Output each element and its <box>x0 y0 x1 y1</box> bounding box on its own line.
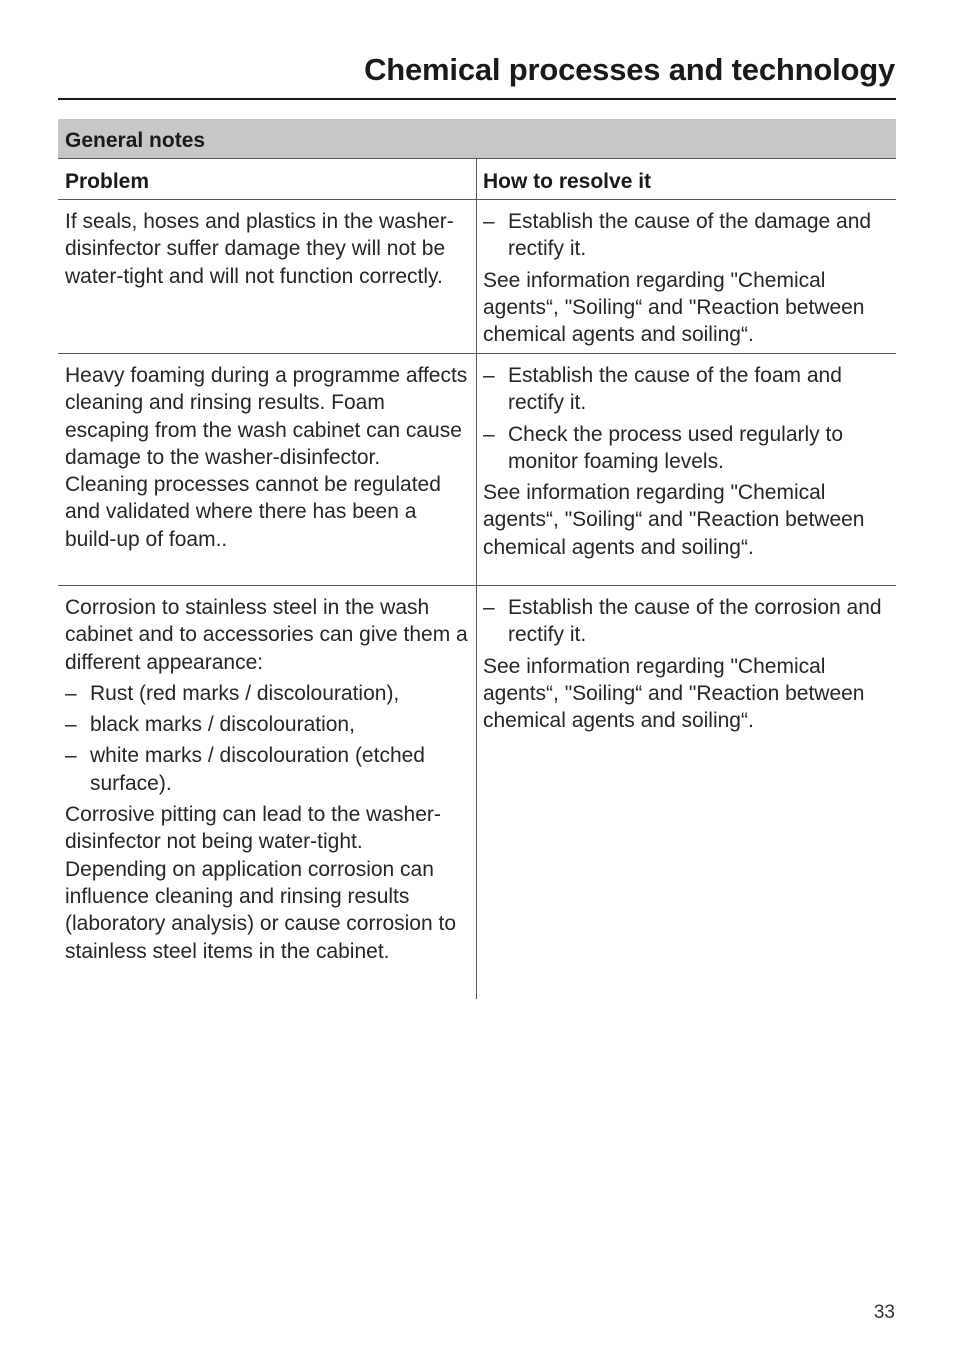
page-title: Chemical processes and technology <box>364 52 895 87</box>
problem-cell <box>58 200 477 353</box>
dash-bullet: – <box>483 596 495 619</box>
table-row <box>58 354 896 586</box>
resolve-cell <box>477 354 896 585</box>
list-item <box>483 594 892 649</box>
problem-text: If seals, hoses and plastics in the washer-disinfector suffer damage they will not be water-tight and will not function correctly. <box>65 210 454 288</box>
resolve-cell <box>477 586 896 999</box>
column-header-problem: Problem <box>58 159 477 199</box>
title-divider <box>58 98 896 100</box>
resolve-step: Establish the cause of the damage and rectify it. <box>508 210 872 261</box>
dash-bullet: – <box>483 422 495 446</box>
problem-symptom: white marks / discolouration (etched surface). <box>90 744 425 795</box>
problem-symptom: black marks / discolouration, <box>90 713 355 737</box>
resolve-step: Establish the cause of the corrosion and rectify it. <box>508 596 882 647</box>
problem-text: Heavy foaming during a programme affects cleaning and rinsing results. Foam escaping from the wash cabinet can cause damage to the washer-disinfector. <box>65 364 468 469</box>
list-item <box>65 711 470 738</box>
problem-cell <box>58 354 477 585</box>
table-header-row <box>58 159 896 200</box>
problem-cell <box>58 586 477 999</box>
page-number: 33 <box>873 1302 895 1323</box>
problem-text-extra: Cleaning processes cannot be regulated and validated where there has been a build-up of foam.. <box>65 473 441 551</box>
dash-bullet: – <box>65 713 77 737</box>
table-row <box>58 200 896 354</box>
problem-text-extra: Corrosive pitting can lead to the washer-disinfector not being water-tight. Depending on application corrosion can influence cleaning and rinsing results (laboratory analysis) or cause corrosion to stainless steel items in the cabinet. <box>65 803 457 963</box>
dash-bullet: – <box>65 744 77 768</box>
reference-note: See information regarding "Chemical agents“, "Soiling“ and "Reaction between chemical agents and soiling“. <box>483 654 865 733</box>
list-item <box>483 362 892 417</box>
problem-symptom: Rust (red marks / discolouration), <box>90 681 400 705</box>
dash-bullet: – <box>483 210 495 233</box>
dash-bullet: – <box>65 681 77 705</box>
list-item <box>483 421 892 476</box>
resolve-step: Establish the cause of the foam and rectify it. <box>508 364 842 415</box>
dash-bullet: – <box>483 364 495 387</box>
problem-text: Corrosion to stainless steel in the wash cabinet and to accessories can give them a different appearance: <box>65 596 468 674</box>
resolve-cell <box>477 200 896 353</box>
column-header-resolve: How to resolve it <box>483 170 652 193</box>
list-item <box>65 680 470 707</box>
reference-note: See information regarding "Chemical agents“, "Soiling“ and "Reaction between chemical agents and soiling“. <box>483 481 865 559</box>
table-row <box>58 586 896 999</box>
reference-note: See information regarding "Chemical agents“, "Soiling“ and "Reaction between chemical agents and soiling“. <box>483 268 865 347</box>
list-item <box>65 742 470 797</box>
section-header: General notes <box>58 119 896 159</box>
general-notes-table <box>58 119 896 999</box>
list-item <box>483 208 892 263</box>
resolve-step: Check the process used regularly to monitor foaming levels. <box>508 422 844 473</box>
